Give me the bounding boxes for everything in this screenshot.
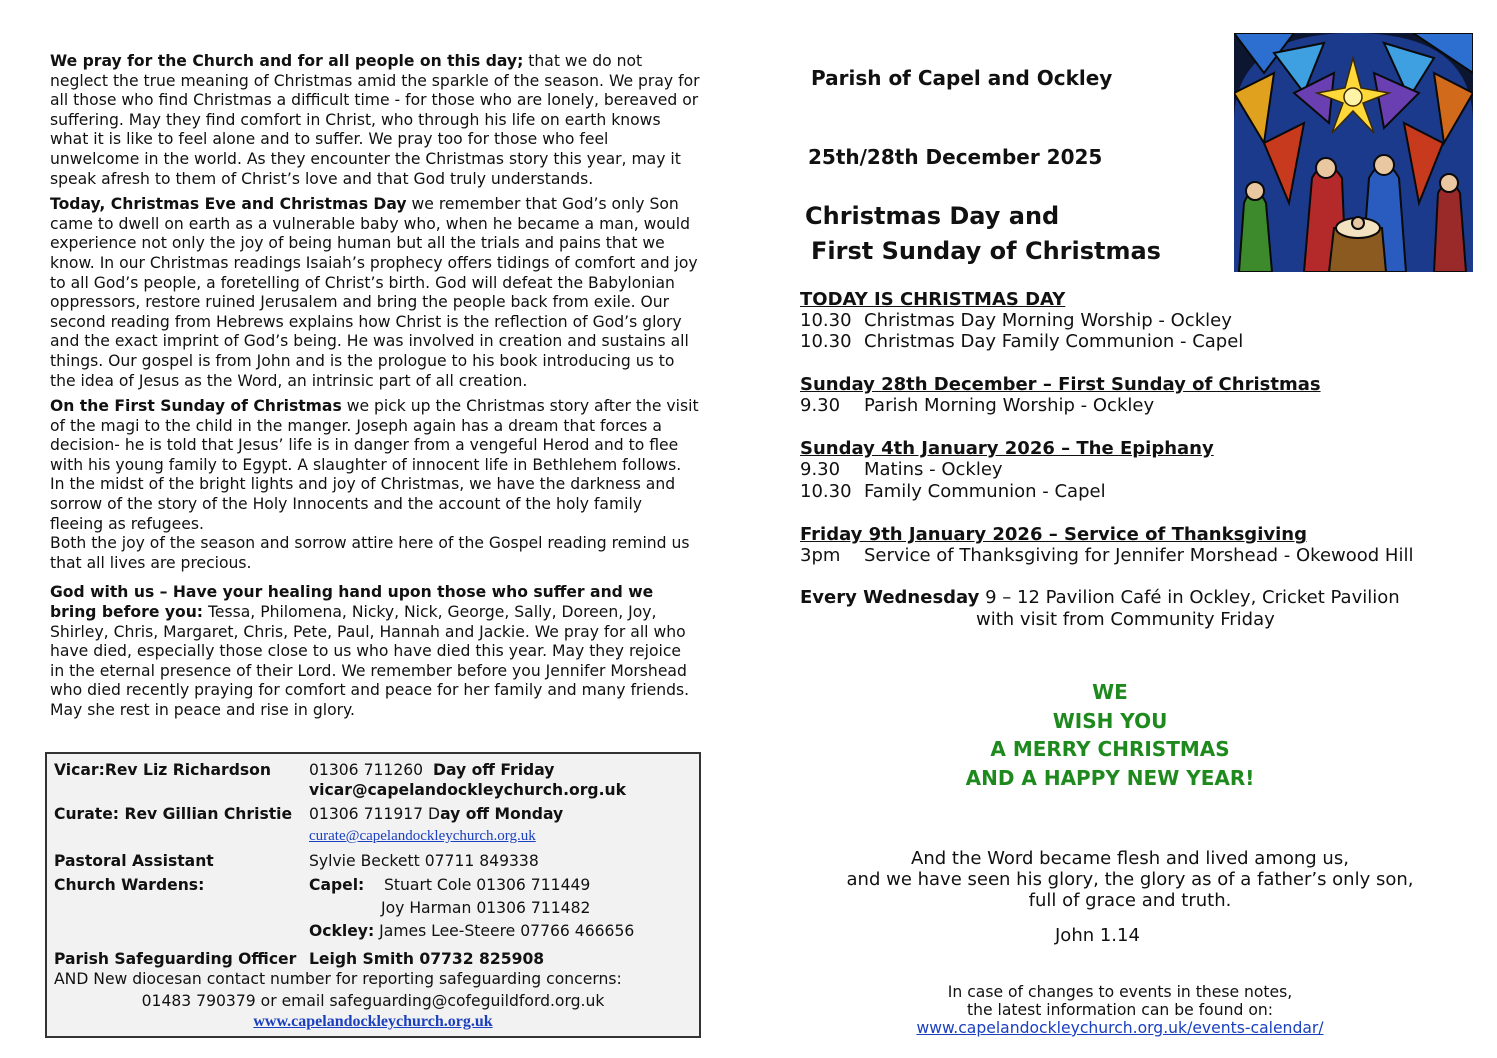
service-date: 25th/28th December 2025: [808, 145, 1103, 169]
vicar-phone: 01306 711260: [309, 761, 424, 779]
verse-line: full of grace and truth.: [1028, 890, 1232, 911]
prayer-paragraph: [50, 52, 700, 189]
thanksgiving-heading-text: Friday 9th January 2026 – Service of Thanksgiving: [800, 524, 1307, 545]
website-link[interactable]: www.capelandockleychurch.org.uk: [253, 1013, 493, 1030]
wednesday-cafe-line-2: with visit from Community Friday: [976, 609, 1275, 630]
pastoral-value: Sylvie Beckett 07711 849338: [309, 852, 539, 870]
curate-dayoff: ay off Monday: [440, 805, 564, 823]
christmas-greeting: [900, 678, 1320, 792]
verse-line: and we have seen his glory, the glory as of a father’s only son,: [846, 869, 1414, 890]
christmas-heading: Today, Christmas Eve and Christmas Day: [50, 195, 407, 214]
service-name: Christmas Day Morning Worship - Ockley: [864, 310, 1232, 331]
schedule-row: [800, 459, 1003, 480]
wednesday-cafe: [800, 587, 1400, 608]
capel-warden-1: Stuart Cole 01306 711449: [384, 876, 591, 894]
prayer-text: that we do not neglect the true meaning of Christmas amid the sparkle of the season. We pray for all those who find Christmas a difficult time - for those who are lonely, bereaved or suffering. May they find comfort in Christ, who through his life on earth knows what it is like to feel alone and to suffer. We pray too for those who feel unwelcome in the world. As they encounter the Christmas story this year, may it speak afresh to them of Christ’s love and that God truly understands.: [50, 52, 700, 188]
greeting-line: AND A HAPPY NEW YEAR!: [965, 765, 1255, 790]
service-time: 10.30: [800, 331, 852, 352]
service-time: 9.30: [800, 459, 841, 480]
service-name: Christmas Day Family Communion - Capel: [864, 331, 1244, 352]
service-time: 9.30: [800, 395, 841, 416]
schedule-heading-thanksgiving: [800, 524, 1307, 545]
stained-glass-nativity-image: [1234, 33, 1473, 272]
curate-details: [309, 805, 563, 823]
bible-verse: [840, 848, 1420, 911]
intercession-paragraph: [50, 583, 700, 720]
footer-line: the latest information can be found on:: [966, 1001, 1274, 1019]
prayer-column: [50, 52, 700, 727]
service-time: 10.30: [800, 481, 852, 502]
christmas-paragraph: [50, 195, 700, 391]
greeting-line: WISH YOU: [1052, 708, 1168, 733]
service-name: Service of Thanksgiving for Jennifer Morshead - Okewood Hill: [864, 545, 1414, 566]
page-title-line-2: First Sunday of Christmas: [811, 237, 1161, 265]
first-sunday-text: we pick up the Christmas story after the visit of the magi to the child in the manger. Joseph again has a dream that forces a decision- he is told that Jesus’ life is in danger from a vengeful Herod and to flee with his young family to Egypt. A slaughter of innocent life in Bethlehem follows. In the midst of the bright lights and joy of Christmas, we have the darkness and sorrow of the story of the Holy Innocents and the account of the holy family fleeing as refugees.: [50, 397, 699, 533]
footer-line: In case of changes to events in these notes,: [947, 983, 1293, 1001]
schedule-row: [800, 395, 1154, 416]
epiphany-heading-text: Sunday 4th January 2026 – The Epiphany: [800, 438, 1214, 459]
wardens-label: Church Wardens:: [54, 876, 205, 894]
footer-note: [900, 983, 1340, 1037]
service-time: 10.30: [800, 310, 852, 331]
schedule-row: [800, 310, 1232, 331]
diocesan-line-1: AND New diocesan contact number for reporting safeguarding concerns:: [54, 970, 622, 988]
ockley-value: James Lee-Steere 07766 466656: [374, 922, 635, 940]
schedule-row: [800, 331, 1243, 352]
pastoral-label: Pastoral Assistant: [54, 852, 214, 870]
service-time: 3pm: [800, 545, 841, 566]
schedule-heading-sunday-28: [800, 374, 1321, 395]
page-title-line-1: Christmas Day and: [805, 202, 1060, 230]
vicar-label: Vicar:Rev Liz Richardson: [54, 761, 271, 779]
first-sunday-paragraph: [50, 397, 700, 534]
verse-reference: John 1.14: [1055, 925, 1140, 946]
curate-label: Curate: Rev Gillian Christie: [54, 805, 293, 823]
parish-title: Parish of Capel and Ockley: [811, 66, 1113, 90]
curate-email-link[interactable]: curate@capelandockleychurch.org.uk: [309, 828, 536, 844]
curate-phone: 01306 711917 D: [309, 805, 441, 823]
service-name: Family Communion - Capel: [864, 481, 1106, 502]
sunday-28-heading-text: Sunday 28th December – First Sunday of Christmas: [800, 374, 1321, 395]
wednesday-label: Every Wednesday: [800, 587, 980, 608]
greeting-line: WE: [1092, 680, 1128, 704]
service-name: Parish Morning Worship - Ockley: [864, 395, 1155, 416]
intercession-text: Tessa, Philomena, Nicky, Nick, George, Sally, Doreen, Joy, Shirley, Chris, Margaret, Chris, Pete, Paul, Hannah and Jackie. We pray for all who have died, especially those close to us who have died this year. May they rejoice in the eternal presence of their Lord. We remember before you Jennifer Morshead who died recently praying for comfort and peace for her family and many friends. May she rest in peace and rise in glory.: [50, 603, 690, 719]
christmas-text: we remember that God’s only Son came to dwell on earth as a vulnerable baby who, when he became a man, would experience not only the joy of being human but all the trials and pains that we know. In our Christmas readings Isaiah’s prophecy offers tidings of comfort and joy to all God’s people, a foretelling of Christ’s birth. God will defeat the Babylonian oppressors, restore ruined Jerusalem and bring the people back from exile. Our second reading from Hebrews explains how Christ is the reflection of God’s glory and the exact imprint of God’s being. He was involved in creation and sustains all things. Our gospel is from John and is the prologue to his book introducing us to the idea of Jesus as the Word, an intrinsic part of all creation.: [50, 195, 698, 390]
contact-box: [45, 752, 701, 1038]
events-calendar-link[interactable]: www.capelandockleychurch.org.uk/events-calendar/: [916, 1019, 1324, 1037]
safeguard-value: Leigh Smith 07732 825908: [309, 950, 545, 968]
vicar-dayoff: Day off Friday: [433, 761, 555, 779]
safeguard-label: Parish Safeguarding Officer: [54, 950, 297, 968]
intercession-heading: God with us – Have your healing hand upon those who suffer and we bring before you:: [50, 583, 654, 622]
ockley-label: Ockley:: [309, 922, 375, 940]
vicar-email[interactable]: vicar@capelandockleychurch.org.uk: [309, 781, 626, 799]
vicar-details: [309, 761, 554, 779]
schedule-heading-today: [800, 289, 1065, 310]
today-heading-text: TODAY IS CHRISTMAS DAY: [800, 289, 1066, 310]
prayer-heading: We pray for the Church and for all people on this day;: [50, 52, 524, 70]
service-name: Matins - Ockley: [864, 459, 1003, 480]
wednesday-text: 9 – 12 Pavilion Café in Ockley, Cricket Pavilion: [979, 587, 1400, 608]
first-sunday-heading: On the First Sunday of Christmas: [50, 397, 342, 416]
first-sunday-paragraph-2: Both the joy of the season and sorrow attire here of the Gospel reading remind us that all lives are precious.: [50, 534, 690, 572]
schedule-row: [800, 545, 1413, 566]
verse-line: And the Word became flesh and lived among us,: [911, 848, 1349, 869]
capel-label: Capel:: [309, 876, 365, 894]
schedule-row: [800, 481, 1106, 502]
capel-warden-2: Joy Harman 01306 711482: [381, 899, 591, 917]
diocesan-line-2: 01483 790379 or email safeguarding@cofeguildford.org.uk: [141, 992, 605, 1010]
schedule-heading-epiphany: [800, 438, 1214, 459]
greeting-line: A MERRY CHRISTMAS: [990, 737, 1230, 761]
ockley-warden: [309, 922, 634, 940]
